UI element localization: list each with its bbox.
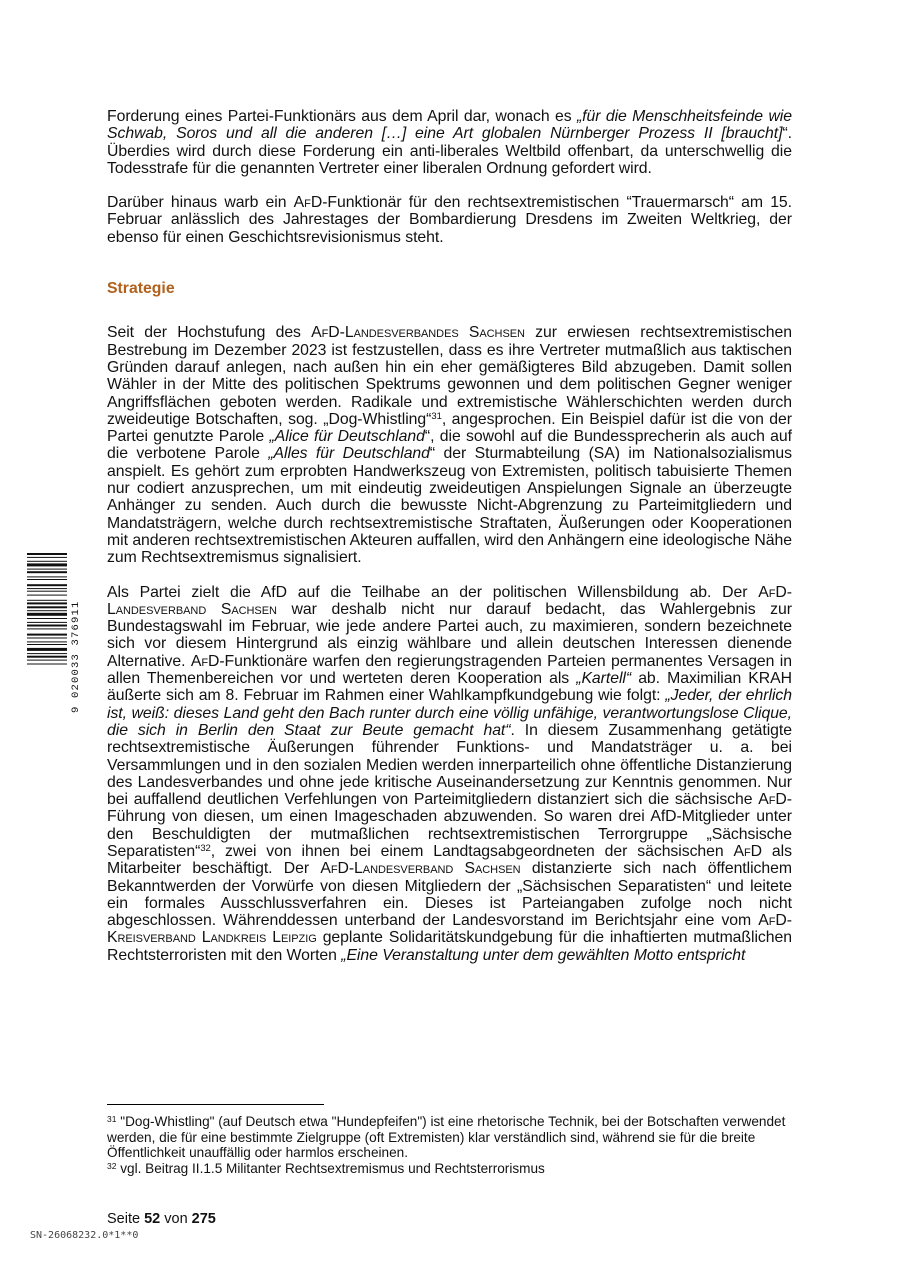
party-name: AfD: [758, 791, 787, 809]
quote: „Alice für Deutschland: [269, 428, 425, 446]
text: ab. Maximilian KRAH äußerte sich am 8. Februar im Rahmen einer Wahlkampfkundgebung wie folgt:: [107, 670, 792, 705]
current-page: 52: [144, 1211, 161, 1227]
text: geplante Solidaritätskundgebung für die inhaftierten mutmaßlichen Rechtsterroristen mit den Worten: [107, 929, 792, 964]
quote: „Kartell“: [576, 670, 632, 688]
quote: „Jeder, der ehrlich ist, weiß: dieses Land geht den Bach runter durch eine völlig unfähige, verantwortungslose Clique, die sich in Berlin den Staat zur Beute gemacht hat“: [107, 687, 792, 739]
organization-name: AfD-Kreisverband Landkreis Leipzig: [107, 912, 792, 947]
text: -Funktionär für den rechtsextremistischen “Trauermarsch“ am 15. Februar anlässlich des Jahrestages der Bombardierung Dresdens im Zweiten Weltkrieg, der ebenso für einen Geschichtsrevisionismus steht.: [107, 194, 793, 246]
text: , angesprochen. Ein Beispiel dafür ist die von der Partei genutzte Parole: [107, 410, 792, 446]
party-name: AfD: [190, 652, 220, 670]
footnote-text: "Dog-Whistling" (auf Deutsch etwa "Hundepfeifen") ist eine rhetorische Technik, bei der Botschaften verwendet werden, die für eine bestimmte Zielgruppe (oft Extremisten) klar verständlich sind, während sie für die breite Öffentlichkeit unauffällig oder harmlos erscheinen.: [107, 1114, 786, 1161]
text: Seit der Hochstufung des: [107, 324, 312, 342]
footnote-number: 32: [107, 1160, 117, 1171]
organization-name: AfD-Landesverband Sachsen: [320, 860, 521, 878]
page-label: Seite: [107, 1211, 145, 1227]
page-label: von: [160, 1211, 192, 1227]
page-content: [107, 108, 792, 964]
paragraph: [107, 324, 792, 566]
text: zur erwiesen rechtsextremistischen Bestrebung im Dezember 2023 ist festzustellen, dass es ihre Vertreter mutmaßlich aus taktischen Gründen darauf anlegen, nach außen hin ein eher gemäßigteres Bild abzugeben. Damit sollen Wähler in der Mitte des politischen Spektrums gewonnen und dem politischen Gegner weniger Angriffsflächen geboten werden. Radikale und extremistische Wählerschichten werden durch zweideutige Botschaften, sog. „Dog-Whistling“: [107, 324, 792, 428]
footnote-text: vgl. Beitrag II.1.5 Militanter Rechtsextremismus und Rechtsterrorismus: [116, 1160, 545, 1176]
footnote-ref[interactable]: 31: [431, 410, 442, 422]
text: distanzierte sich nach öffentlichem Bekanntwerden der Vorwürfe von diesen Mitgliedern der „Sächsischen Separatisten“ und leitete ein formales Ausschlussverfahren ein. Dieses ist Parteiangaben zufolge noch nicht abgeschlossen. Währenddessen unterband der Landesvorstand im Berichtsjahr eine vom: [107, 860, 792, 930]
document-id: SN-26068232.0*1**0: [30, 1230, 139, 1241]
barcode-number: 9 020033 376911: [70, 600, 82, 713]
text: als Mitarbeiter beschäftigt. Der: [107, 842, 792, 878]
text: Als Partei zielt die AfD auf die Teilhabe an der politischen Willensbildung ab. Der: [107, 583, 759, 601]
text: “, die sowohl auf die Bundessprecherin als auch auf die verbotene Parole: [107, 428, 792, 463]
footnote-separator: [107, 1104, 324, 1105]
footnote-32: [107, 1161, 792, 1177]
paragraph: [107, 108, 792, 177]
organization-name: AfD-Landesverbandes Sachsen: [311, 324, 525, 342]
paragraph: [107, 194, 792, 246]
footnote-number: 31: [107, 1114, 117, 1124]
total-pages: 275: [191, 1211, 216, 1227]
text: -Funktionäre warfen den regierungstragenden Parteien permanentes Versagen in allen Themenbereichen vor und werteten deren Kooperation als: [107, 652, 792, 688]
text: Forderung eines Partei-Funktionärs aus dem April dar, wonach es: [107, 108, 577, 125]
party-name: AfD: [733, 842, 763, 860]
text: “ der Sturmabteilung (SA) im Nationalsozialismus anspielt. Es gehört zum erprobten Handwerkszeug von Extremisten, politisch tabuisierte Themen nur codiert anzusprechen, um mit eindeutig zweideutigen Anspielungen Signale an überzeugte Anhänger zu senden. Auch durch die bewusste Nicht-Abgrenzung zu Parteimitgliedern und Mandatsträgern, welche durch rechtsextremistische Straftaten, Äußerungen oder Kooperationen mit anderen rechtsextremistischen Akteuren auffallen, wird den Anhängern eine ideologische Nähe zum Rechtsextremismus signalisiert.: [107, 445, 792, 567]
text: , zwei von ihnen bei einem Landtagsabgeordneten der sächsischen: [210, 842, 734, 860]
quote: „für die Menschheitsfeinde wie Schwab, Soros und all die anderen […] eine Art globalen Nürnberger Prozess II [braucht]: [107, 108, 792, 143]
text: . In diesem Zusammenhang getätigte rechtsextremistische Äußerungen führender Funktions- und Mandatsträger u. a. bei Versammlungen und in den sozialen Medien werden innerparteilich ohne öffentliche Distanzierung des Landesverbandes und ohne jede kritische Auseinandersetzung zur Kenntnis genommen. Nur bei auffallend deutlichen Verfehlungen von Parteimitgliedern distanziert sich die sächsische: [107, 721, 792, 809]
footnote-31: [107, 1114, 792, 1161]
quote: „Eine Veranstaltung unter dem gewählten Motto entspricht: [341, 946, 746, 964]
text: Darüber hinaus warb ein: [107, 194, 294, 212]
party-name: AfD: [293, 194, 323, 212]
text: war deshalb nicht nur darauf bedacht, das Wahlergebnis zur Bundestagswahl im Februar, wie jede andere Partei auch, zu maximieren, sondern bezeichnete sich vor diesem Hintergrund als einzig wählbare und allein deutschen Interessen dienende Alternative.: [107, 600, 792, 670]
text: “. Überdies wird durch diese Forderung ein anti-liberales Weltbild offenbart, da unterschwellig die Todesstrafe für die genannten Vertreter einer liberalen Ordnung gefordert wird.: [107, 125, 792, 177]
quote: „Alles für Deutschland: [268, 445, 430, 463]
section-heading: Strategie: [107, 280, 175, 298]
footnotes: [107, 1114, 792, 1176]
paragraph: [107, 584, 792, 965]
text: -Führung von diesen, um einen Imageschaden abzuwenden. So waren drei AfD-Mitglieder unter den Beschuldigten der mutmaßlichen rechtsextremistischen Terrorgruppe „Sächsische Separatisten“: [107, 791, 792, 860]
page-number: [107, 1211, 216, 1227]
organization-name: AfD-Landesverband Sachsen: [107, 583, 792, 618]
footnote-ref[interactable]: 32: [200, 842, 211, 854]
